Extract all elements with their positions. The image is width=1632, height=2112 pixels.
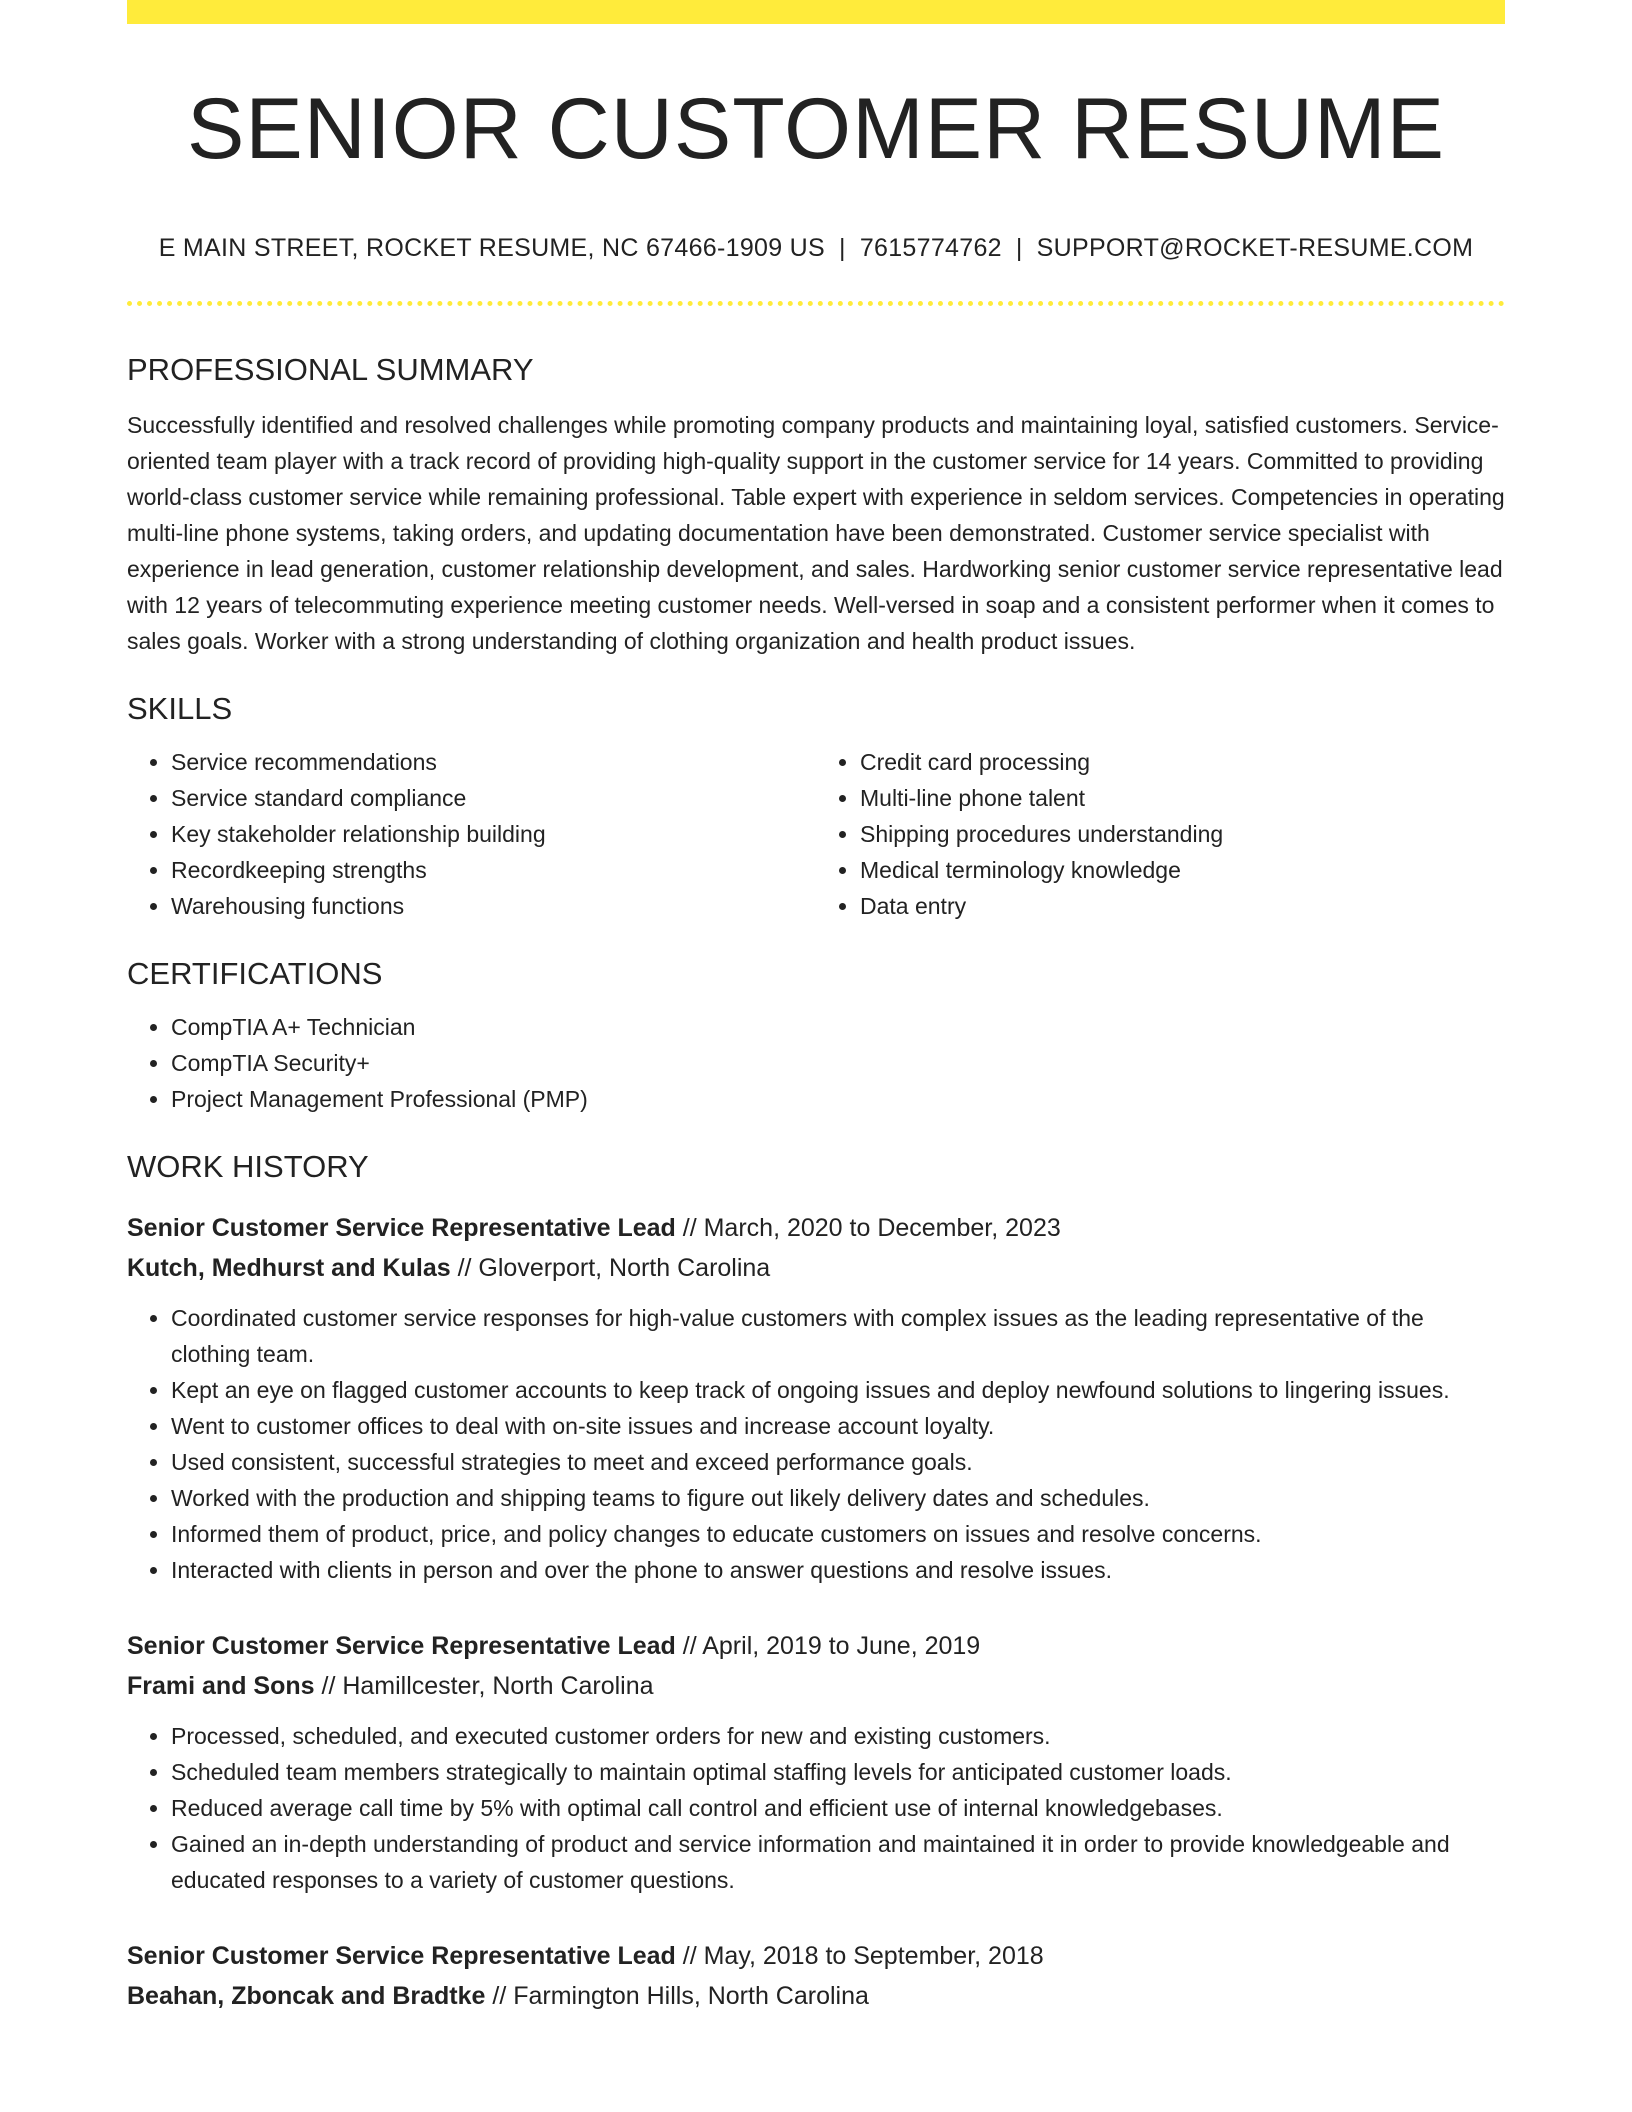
- job-dates: // March, 2020 to December, 2023: [675, 1214, 1061, 1242]
- contact-phone: 7615774762: [859, 234, 1002, 262]
- skills-list-left: [127, 744, 816, 924]
- contact-separator: |: [839, 234, 846, 262]
- skill-item: • Service recommendations: [171, 744, 816, 780]
- job-header: [127, 1208, 1505, 1288]
- job-bullets: [127, 1718, 1505, 1898]
- job-entry: [127, 1208, 1505, 1588]
- dotted-divider: [127, 301, 1505, 306]
- skill-item: • Credit card processing: [860, 744, 1505, 780]
- certification-item: • Project Management Professional (PMP): [171, 1081, 1505, 1117]
- job-bullet: • Scheduled team members strategically to maintain optimal staffing levels for anticipated customer loads.: [171, 1754, 1505, 1790]
- job-title-line: [127, 1208, 1505, 1248]
- job-header: [127, 1626, 1505, 1706]
- job-company: Beahan, Zboncak and Bradtke: [127, 1982, 486, 2010]
- job-bullet: • Worked with the production and shipping teams to figure out likely delivery dates and schedules.: [171, 1480, 1505, 1516]
- certification-item: • CompTIA A+ Technician: [171, 1009, 1505, 1045]
- skill-item: • Medical terminology knowledge: [860, 852, 1505, 888]
- job-company-line: [127, 1666, 1505, 1706]
- job-location: // Gloverport, North Carolina: [450, 1254, 771, 1282]
- job-company-line: [127, 1976, 1505, 2016]
- contact-line: [127, 236, 1505, 261]
- accent-top-bar: [127, 0, 1505, 24]
- job-title-line: [127, 1626, 1505, 1666]
- certification-item: • CompTIA Security+: [171, 1045, 1505, 1081]
- job-title-line: [127, 1936, 1505, 1976]
- job-location: // Hamillcester, North Carolina: [314, 1672, 654, 1700]
- job-title: Senior Customer Service Representative Lead: [127, 1214, 676, 1242]
- job-location: // Farmington Hills, North Carolina: [485, 1982, 869, 2010]
- summary-heading: PROFESSIONAL SUMMARY: [127, 352, 534, 387]
- job-bullet: • Reduced average call time by 5% with optimal call control and efficient use of internal knowledgebases.: [171, 1790, 1505, 1826]
- job-company: Kutch, Medhurst and Kulas: [127, 1254, 451, 1282]
- contact-separator: |: [1015, 234, 1023, 262]
- summary-text: Successfully identified and resolved challenges while promoting company products and maintaining loyal, satisfied customers. Service-oriented team player with a track record of providing high-quality support in the customer service for 14 years. Committed to providing world-class customer service while remaining professional. Table expert with experience in seldom services. Competencies in operating multi-line phone systems, taking orders, and updating documentation have been demonstrated. Customer service specialist with experience in lead generation, customer relationship development, and sales. Hardworking senior customer service representative lead with 12 years of telecommuting experience meeting customer needs. Well-versed in soap and a consistent performer when it comes to sales goals. Worker with a strong understanding of clothing organization and health product issues.: [127, 412, 1505, 654]
- job-bullet: • Kept an eye on flagged customer accounts to keep track of ongoing issues and deploy newfound solutions to lingering issues.: [171, 1372, 1505, 1408]
- job-bullet: • Coordinated customer service responses for high-value customers with complex issues as the leading representative of the clothing team.: [171, 1300, 1505, 1372]
- skill-item: • Multi-line phone talent: [860, 780, 1505, 816]
- skill-item: • Shipping procedures understanding: [860, 816, 1505, 852]
- job-bullet: • Went to customer offices to deal with on-site issues and increase account loyalty.: [171, 1408, 1505, 1444]
- skill-item: • Recordkeeping strengths: [171, 852, 816, 888]
- job-bullet: • Gained an in-depth understanding of product and service information and maintained it in order to provide knowledgeable and educated responses to a variety of customer questions.: [171, 1826, 1505, 1898]
- job-title: Senior Customer Service Representative Lead: [127, 1632, 676, 1660]
- job-header: [127, 1936, 1505, 2016]
- job-bullets: [127, 1300, 1505, 1588]
- job-company: Frami and Sons: [127, 1672, 315, 1700]
- contact-email: SUPPORT@ROCKET-RESUME.COM: [1036, 234, 1474, 262]
- skill-item: • Data entry: [860, 888, 1505, 924]
- job-bullet: • Interacted with clients in person and over the phone to answer questions and resolve issues.: [171, 1552, 1505, 1588]
- job-bullet: • Processed, scheduled, and executed customer orders for new and existing customers.: [171, 1718, 1505, 1754]
- job-company-line: [127, 1248, 1505, 1288]
- job-bullet: • Used consistent, successful strategies to meet and exceed performance goals.: [171, 1444, 1505, 1480]
- job-entry: [127, 1936, 1505, 2016]
- skill-item: • Warehousing functions: [171, 888, 816, 924]
- skills-list-right: [816, 744, 1505, 924]
- certifications-heading: CERTIFICATIONS: [127, 956, 383, 991]
- page-title: SENIOR CUSTOMER RESUME: [187, 81, 1445, 177]
- skills-grid: [127, 724, 1505, 924]
- skills-heading: SKILLS: [127, 691, 233, 726]
- skill-item: • Service standard compliance: [171, 780, 816, 816]
- job-title: Senior Customer Service Representative Lead: [127, 1942, 676, 1970]
- job-dates: // May, 2018 to September, 2018: [675, 1942, 1044, 1970]
- job-bullet: • Informed them of product, price, and policy changes to educate customers on issues and resolve concerns.: [171, 1516, 1505, 1552]
- skill-item: • Key stakeholder relationship building: [171, 816, 816, 852]
- work-history-heading: WORK HISTORY: [127, 1149, 369, 1184]
- contact-address: E MAIN STREET, ROCKET RESUME, NC 67466-1909 US: [158, 234, 826, 262]
- certifications-list: [127, 1009, 1505, 1117]
- resume-page: [127, 0, 1505, 2016]
- job-entry: [127, 1626, 1505, 1898]
- job-dates: // April, 2019 to June, 2019: [675, 1632, 981, 1660]
